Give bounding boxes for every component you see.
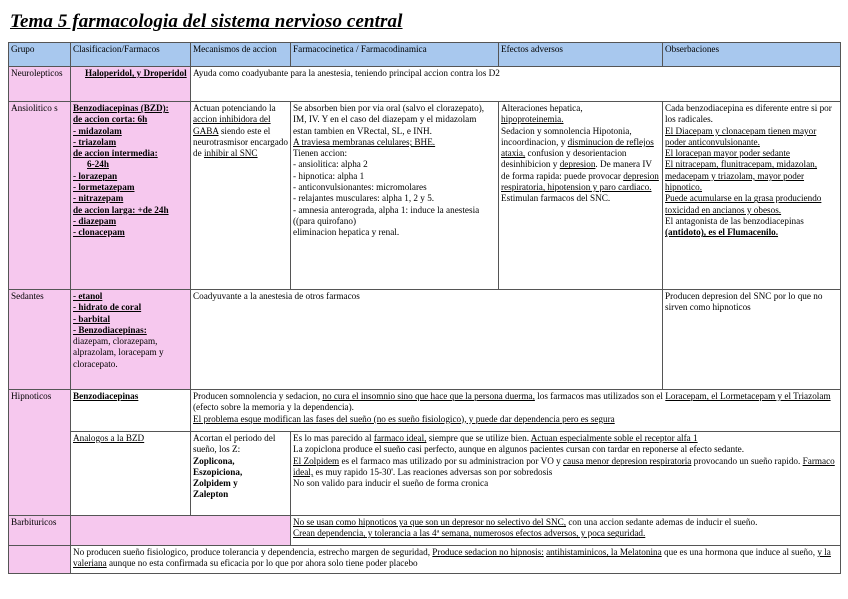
haloperidol-text: Haloperidol, y Droperidol — [85, 68, 187, 78]
analogos-descripcion — [291, 432, 841, 516]
farm-item: - lorazepan — [73, 170, 118, 181]
sed-item: - barbital — [73, 313, 111, 324]
header-mecanismos: Mecanismos de accion — [191, 43, 291, 67]
fc-line: - ansiolitica: alpha 2 — [293, 159, 368, 170]
barb-text: Crean dependencia, y tolerancia a las 4ª semana, numerosos efectos adversos, y poca seguridad. — [293, 528, 646, 539]
sedantes-descripcion: Coadyuvante a la anestesia de otros farmacos — [191, 290, 663, 390]
mec-text: inhibir al SNC — [203, 148, 258, 159]
sed-item: diazepam, clorazepam, alprazolam, loracepam y cloracepato. — [73, 336, 164, 369]
farmacos-ansioliticos — [71, 102, 191, 290]
mec-text: siendo este el neurotrasmisor encargado de — [193, 125, 288, 159]
barb-text: No se usan como hipnoticos ya que son un depresor no selectivo del SNC, — [293, 517, 567, 527]
otros-text: aunque no esta confirmada su eficacia por lo que por ahora solo tiene poder placebo — [108, 558, 418, 569]
barb-text: con una accion sedante ademas de inducir el sueño. — [568, 517, 758, 527]
an-text: siempre que se utilize bien. — [428, 433, 529, 443]
header-observaciones: Obserbaciones — [663, 43, 841, 67]
ea-text: ataxia, — [501, 148, 526, 159]
header-row — [9, 43, 841, 67]
mec-text: accion inhibidora del GABA — [193, 114, 271, 136]
otros-text: antihistaminicos, la Melatonina — [546, 547, 662, 557]
ob-line: Puede acumularse en la grasa produciendo toxicidad en ancianos y obesos. — [665, 193, 822, 215]
an-text: La zopiclona produce el sueño casi perfecto, aunque en algunos pacientes cursan con tardar en reponerse al efecto sedante. — [293, 444, 744, 455]
observaciones-ansioliticos — [663, 102, 841, 290]
an-text: provocando un sueño rapido. — [693, 455, 801, 466]
fc-line: A traviesa membranas celulares; BHE. — [293, 136, 436, 147]
farm-item: 6-24h — [87, 159, 109, 170]
an-text: Actuan especialmente soble el receptor alfa 1 — [530, 433, 698, 443]
grupo-barbituricos: Barbituricos — [9, 516, 71, 546]
bzd-text: Loracepam, el Lormetacepam y el Triazolam — [665, 391, 831, 401]
farm-item: de accion intermedia: — [73, 148, 158, 159]
fc-line: Tienen accion: — [293, 148, 348, 159]
ea-text: De manera IV de forma rapida: puede provocar — [501, 159, 652, 181]
efectos-ansioliticos: Alteraciones hepatica, hipoproteinemia. Sedacion y somnolencia Hipotonia, incoordinacion, y disminucion de reflejos ataxia, confusion y desorientacion desinhibicion y depresion. De manera IV de forma rapida: puede provocar depresion respiratoria, hipotension y paro cardiaco. Estimulan farmacos del SNC. — [499, 102, 663, 290]
header-efectos: Efectos adversos — [499, 43, 663, 67]
an-mec-line: Acortan el periodo del sueño, los Z: — [193, 433, 276, 455]
hipnoticos-bzd-descripcion — [191, 390, 841, 432]
otros-text: y la valeriana — [73, 547, 831, 569]
an-text: El Zolpidem — [293, 455, 340, 466]
row-ansioliticos — [9, 102, 841, 290]
farmacocinetica-ansioliticos — [291, 102, 499, 290]
farm-item: - triazolam — [73, 136, 117, 147]
ob-line: El nitracepam, flunitracepam, midazolan, medacepam y triazolam, mayor poder hipnotico. — [665, 159, 818, 193]
mecanismo-ansioliticos — [191, 102, 291, 290]
an-text: Es lo mas parecido al — [293, 433, 372, 443]
row-hipnoticos-analogos — [9, 432, 841, 516]
farmacos-neurolepticos — [71, 67, 191, 102]
page-title: Tema 5 farmacologia del sistema nervioso central — [10, 11, 403, 32]
ea-line: Alteraciones hepatica, — [501, 103, 583, 113]
fc-line: - anticonvulsionantes: micromolares — [293, 182, 427, 193]
otros-text: que es una hormona que induce al sueño, — [664, 547, 816, 557]
mec-text: Actuan potenciando la — [193, 103, 276, 113]
grupo-otros — [9, 546, 71, 574]
fc-line: - relajantes musculares: alpha 1, 2 y 5. — [293, 193, 435, 204]
sed-item: - Benzodiacepinas: — [73, 324, 147, 335]
otros-text: Produce sedacion no hipnosis: — [432, 547, 544, 557]
bzd-label: Benzodiacepinas — [73, 391, 139, 401]
header-grupo: Grupo — [9, 43, 71, 67]
header-clasificacion: Clasificacion/Farmacos — [71, 43, 191, 67]
farm-item: - clonacepam — [73, 227, 125, 238]
pharmacology-table — [8, 42, 841, 574]
analogos-mecanismo — [191, 432, 291, 516]
farmacos-sedantes — [71, 290, 191, 390]
barbituricos-descripcion — [291, 516, 841, 546]
an-text: farmaco ideal, — [373, 433, 427, 443]
bzd-text: (efecto sobre la memoria y la dependencia). — [193, 402, 354, 413]
ea-text: depresion respiratoria, hipotension y paro cardiaco. — [501, 170, 659, 193]
analogos-label: Analogos a la BZD — [73, 433, 145, 443]
grupo-ansioliticos: Ansiolitico s — [9, 102, 71, 290]
an-mec-line: Zalepton — [193, 489, 229, 500]
an-mec-line: Zolpidem y — [193, 478, 238, 489]
hipnoticos-analogos — [71, 432, 191, 516]
ea-text: Sedacion y somnolencia Hipotonia, incoordinacion, y — [501, 125, 632, 147]
otros-descripcion — [71, 546, 841, 574]
bzd-text: Producen somnolencia y sedacion, — [193, 391, 321, 401]
row-barbituricos — [9, 516, 841, 546]
an-mec-line: Eszopiciona, — [193, 466, 243, 477]
sed-item: - etanol — [73, 291, 103, 301]
fc-line: - amnesia anterograda, alpha 1: induce la anestesia ((para quirofano) — [293, 204, 480, 226]
hipnoticos-bzd — [71, 390, 191, 432]
an-text: causa menor depresion respiratoria — [563, 455, 692, 466]
row-otros — [9, 546, 841, 574]
ea-text: depresion — [559, 159, 596, 170]
bzd-text: no cura el insomnio sino que hace que la persona duerma, — [322, 391, 535, 401]
ea-line: Estimulan farmacos del SNC. — [501, 193, 611, 204]
row-neurolepticos — [9, 67, 841, 102]
fc-line: eliminacion hepatica y renal. — [293, 227, 400, 238]
fc-line: - hipnotica: alpha 1 — [293, 170, 365, 181]
ea-text: confusion y desorientacion desinhibicion y — [501, 148, 627, 170]
ob-line: Cada benzodiacepina es diferente entre si por los radicales. — [665, 103, 832, 125]
sedantes-observaciones: Producen depresion del SNC por lo que no sirven como hipnoticos — [663, 290, 841, 390]
neurolepticos-descripcion: Ayuda como coadyubante para la anestesia, teniendo principal accion contra los D2 — [191, 67, 841, 102]
farm-item: - diazepam — [73, 215, 117, 226]
grupo-neurolepticos: Neurolepticos — [9, 67, 71, 102]
ea-text: disminucion de reflejos — [567, 136, 654, 147]
row-hipnoticos-bzd — [9, 390, 841, 432]
farm-item: - lormetazepam — [73, 182, 135, 193]
an-text: No son valido para inducir el sueño de forma cronica — [293, 478, 489, 489]
farm-item: Benzodiacepinas (BZD): — [73, 103, 169, 113]
farm-item: - midazolam — [73, 125, 122, 136]
farm-item: de accion larga: +de 24h — [73, 204, 169, 215]
fc-line: Se absorben bien por via oral (salvo el clorazepato), IM, IV. Y en el caso del diazepam y el midazolam estan tambien en VRectal, SL, e INH. — [293, 103, 485, 136]
sed-item: - hidrato de coral — [73, 302, 142, 313]
bzd-text: El problema esque modifican las fases del sueño (no es sueño fisiologico), y puede dar dependencia pero es segura — [193, 413, 615, 424]
ob-line: El loracepan mayor poder sedante — [665, 148, 790, 159]
ob-line: (antidoto), es el Flumacenilo. — [665, 227, 779, 238]
an-text: Farmaco ideal, — [293, 455, 835, 477]
ob-line: El Diacepam y clonacepam tienen mayor poder anticonvulsionante. — [665, 125, 817, 147]
ea-line: hipoproteinemia. — [501, 114, 564, 125]
an-mec-line: Zoplicona, — [193, 455, 235, 466]
farm-item: - nitrazepam — [73, 193, 124, 204]
otros-text: No producen sueño fisiologico, produce tolerancia y dependencia, estrecho margen de seguridad, — [73, 547, 430, 557]
an-text: es el farmaco mas utilizado por su administracion por VO y — [341, 455, 561, 466]
barbituricos-farmacos — [71, 516, 291, 546]
header-farmacocinetica: Farmacocinetica / Farmacodinamica — [291, 43, 499, 67]
an-text: es muy rapido 15-30'. Las reaciones adversas son por sobredosis — [315, 466, 553, 477]
row-sedantes — [9, 290, 841, 390]
ob-line: El antagonista de las benzodiacepinas — [665, 215, 804, 226]
bzd-text: los farmacos mas utilizados son el — [537, 391, 663, 401]
grupo-hipnoticos: Hipnoticos — [9, 390, 71, 516]
farm-item: de accion corta: 6h — [73, 114, 148, 125]
grupo-sedantes: Sedantes — [9, 290, 71, 390]
